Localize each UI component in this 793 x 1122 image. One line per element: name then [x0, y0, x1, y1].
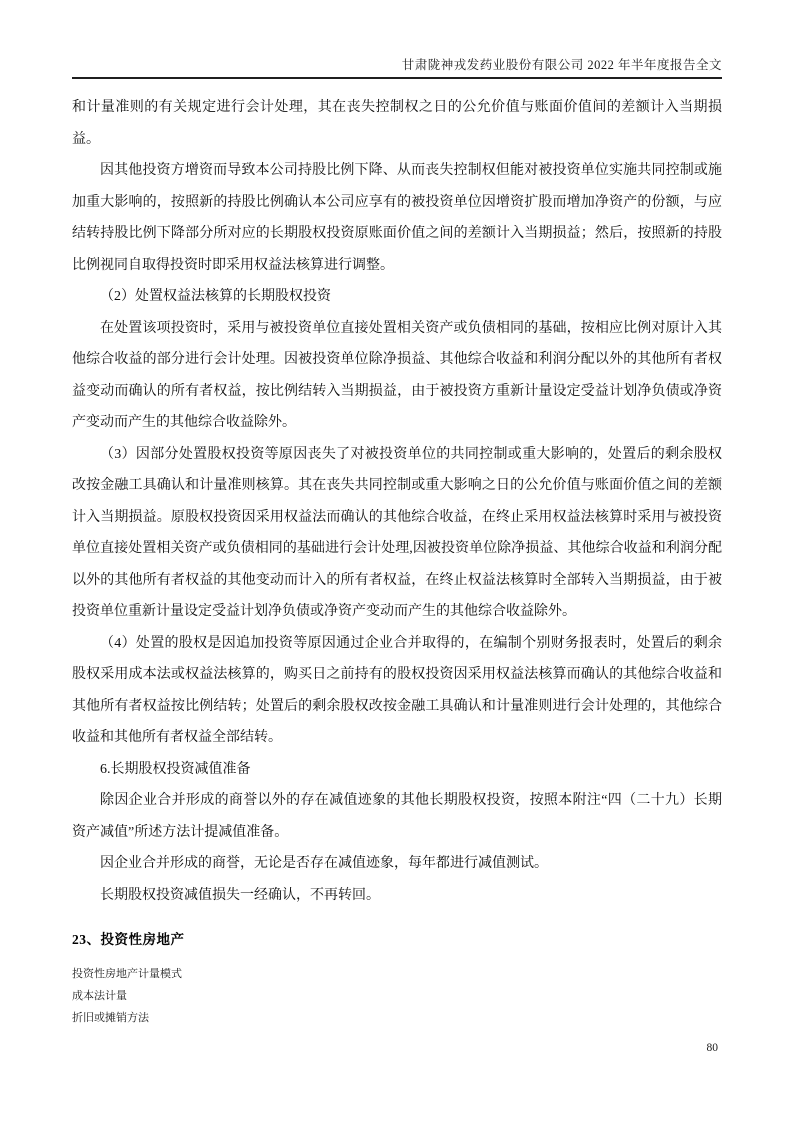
- subsection-item-3: （3）因部分处置股权投资等原因丧失了对被投资单位的共同控制或重大影响的，处置后的剩余股权改按金融工具确认和计量准则核算。其在丧失共同控制或重大影响之日的公允价值与账面价值之间的差额计入当期损益。原股权投资因采用权益法而确认的其他综合收益，在终止采用权益法核算时采用与被投资单位直接处置相关资产或负债相同的基础进行会计处理,因被投资单位除净损益、其他综合收益和利润分配以外的其他所有者权益的其他变动而计入的所有者权益，在终止权益法核算时全部转入当期损益，由于被投资单位重新计量设定受益计划净负债或净资产变动而产生的其他综合收益除外。: [72, 446, 722, 619]
- document-body: [72, 92, 722, 1029]
- section-heading-23: 23、投资性房地产: [72, 932, 185, 947]
- page-number: 80: [706, 1042, 718, 1054]
- paragraph: 在处置该项投资时，采用与被投资单位直接处置相关资产或负债相同的基础，按相应比例对原计入其他综合收益的部分进行会计处理。因被投资单位除净损益、其他综合收益和利润分配以外的其他所有者权益变动而确认的所有者权益，按比例结转入当期损益，由于被投资方重新计量设定受益计划净负债或净资产变动而产生的其他综合收益除外。: [72, 320, 722, 430]
- running-header-title: 甘肃陇神戎发药业股份有限公司 2022 年半年度报告全文: [401, 58, 722, 72]
- subsection-item-2: （2）处置权益法核算的长期股权投资: [100, 289, 331, 304]
- subsection-item-4: （4）处置的股权是因追加投资等原因通过企业合并取得的，在编制个别财务报表时，处置后的剩余股权采用成本法或权益法核算的，购买日之前持有的股权投资因采用权益法核算而确认的其他综合收益和其他所有者权益按比例结转；处置后的剩余股权改按金融工具确认和计量准则进行会计处理的，其他综合收益和其他所有者权益全部结转。: [72, 635, 722, 745]
- note-line: 成本法计量: [72, 990, 127, 1002]
- paragraph: 除因企业合并形成的商誉以外的存在减值迹象的其他长期股权投资，按照本附注“四（二十九）长期资产减值”所述方法计提减值准备。: [72, 793, 722, 840]
- page-footer: [72, 1038, 722, 1056]
- measurement-notes: [72, 963, 722, 1029]
- paragraph-continuation: 和计量准则的有关规定进行会计处理，其在丧失控制权之日的公允价值与账面价值间的差额计入当期损益。: [72, 100, 722, 147]
- page-header: [72, 56, 722, 79]
- subsection-heading-6: 6.长期股权投资减值准备: [100, 761, 251, 777]
- paragraph: 长期股权投资减值损失一经确认，不再转回。: [100, 887, 380, 903]
- paragraph: 因其他投资方增资而导致本公司持股比例下降、从而丧失控制权但能对被投资单位实施共同控制或施加重大影响的，按照新的持股比例确认本公司应享有的被投资单位因增资扩股而增加净资产的份额，与应结转持股比例下降部分所对应的长期股权投资原账面价值之间的差额计入当期损益；然后，按照新的持股比例视同自取得投资时即采用权益法核算进行调整。: [72, 163, 722, 273]
- note-line: 投资性房地产计量模式: [72, 968, 182, 980]
- header-divider: [72, 77, 722, 79]
- note-line: 折旧或摊销方法: [72, 1012, 149, 1024]
- paragraph: 因企业合并形成的商誉，无论是否存在减值迹象，每年都进行减值测试。: [100, 856, 548, 871]
